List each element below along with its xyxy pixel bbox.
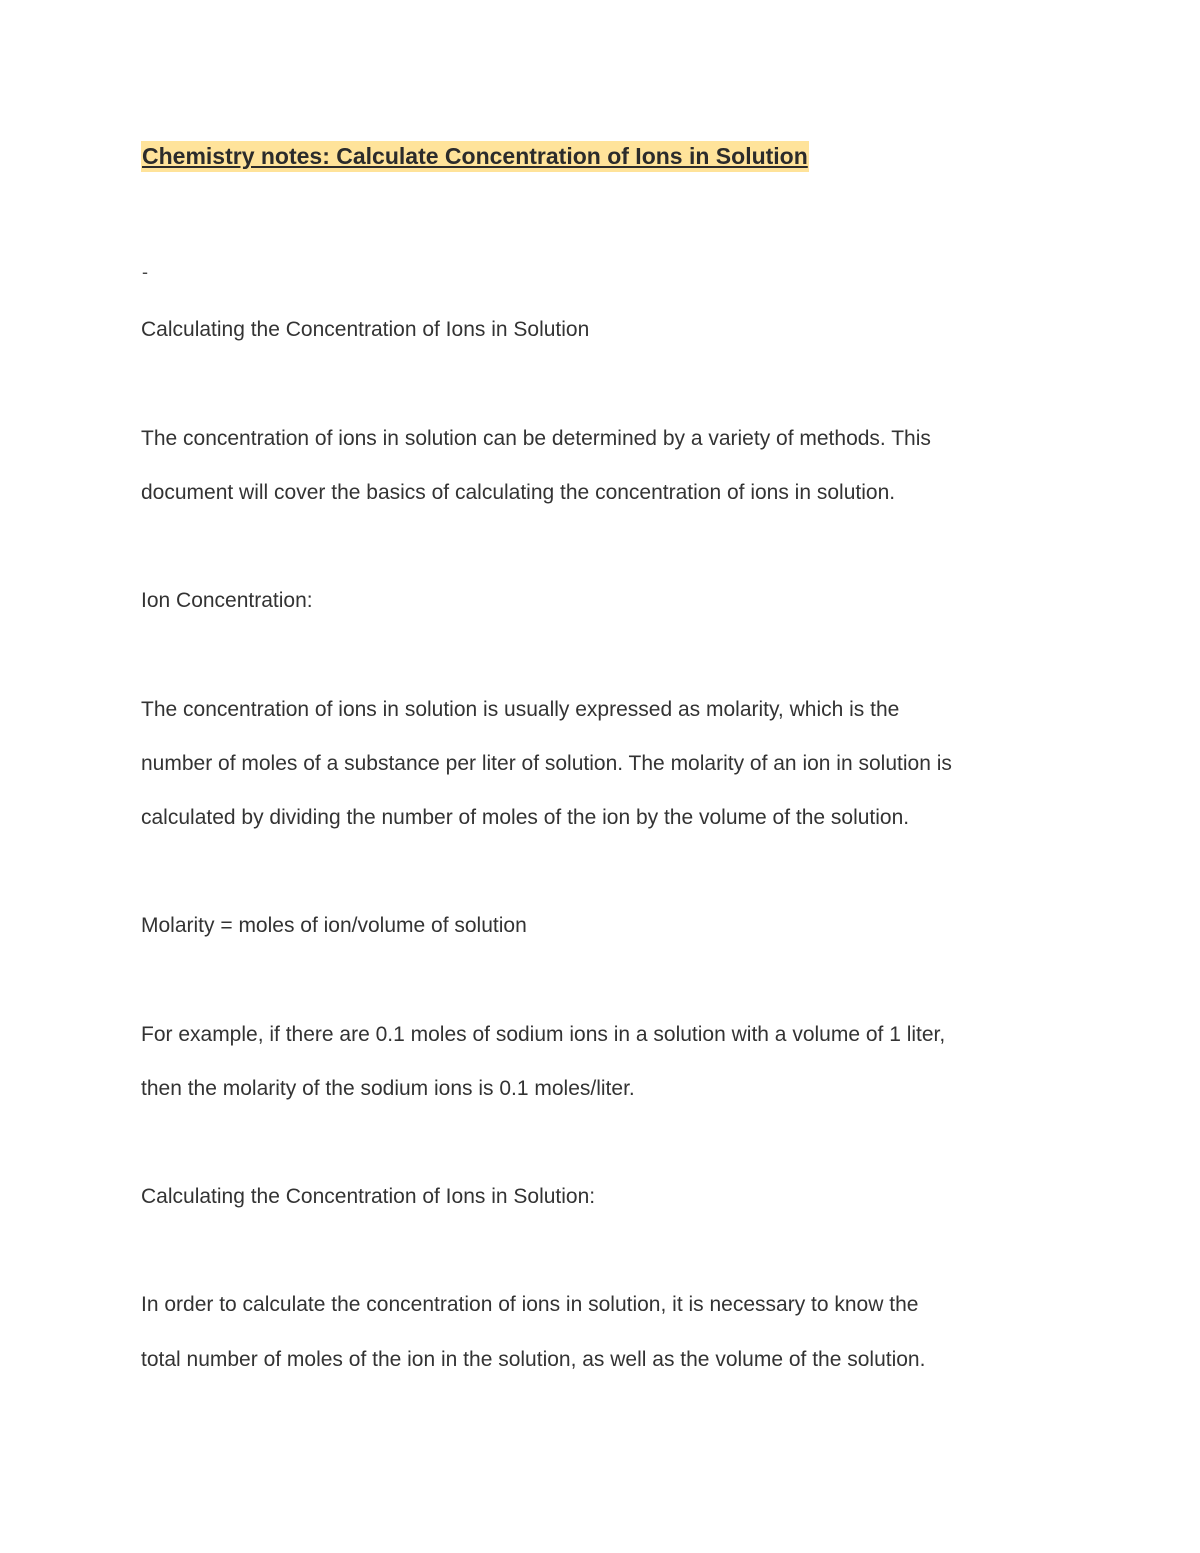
paragraph-line: calculated by dividing the number of moles of the ion by the volume of the solution.: [141, 806, 910, 829]
section-heading: Ion Concentration:: [141, 589, 313, 612]
paragraph-line: number of moles of a substance per liter of solution. The molarity of an ion in solution is: [141, 752, 952, 775]
section-heading: Calculating the Concentration of Ions in Solution:: [141, 1185, 596, 1208]
paragraph-line: In order to calculate the concentration of ions in solution, it is necessary to know the: [141, 1293, 919, 1316]
paragraph-line: The concentration of ions in solution can be determined by a variety of methods. This: [141, 427, 931, 450]
document-title: Chemistry notes: Calculate Concentration of Ions in Solution: [141, 141, 809, 172]
paragraph-line: total number of moles of the ion in the solution, as well as the volume of the solution.: [141, 1348, 926, 1371]
paragraph-line: For example, if there are 0.1 moles of sodium ions in a solution with a volume of 1 liter,: [141, 1023, 946, 1046]
paragraph-line: document will cover the basics of calculating the concentration of ions in solution.: [141, 481, 896, 504]
section-heading: Calculating the Concentration of Ions in Solution: [141, 318, 590, 341]
paragraph-line: The concentration of ions in solution is usually expressed as molarity, which is the: [141, 698, 900, 721]
paragraph-line: then the molarity of the sodium ions is 0.1 moles/liter.: [141, 1077, 635, 1100]
formula-line: Molarity = moles of ion/volume of solution: [141, 914, 527, 937]
separator-dash: -: [142, 262, 148, 282]
